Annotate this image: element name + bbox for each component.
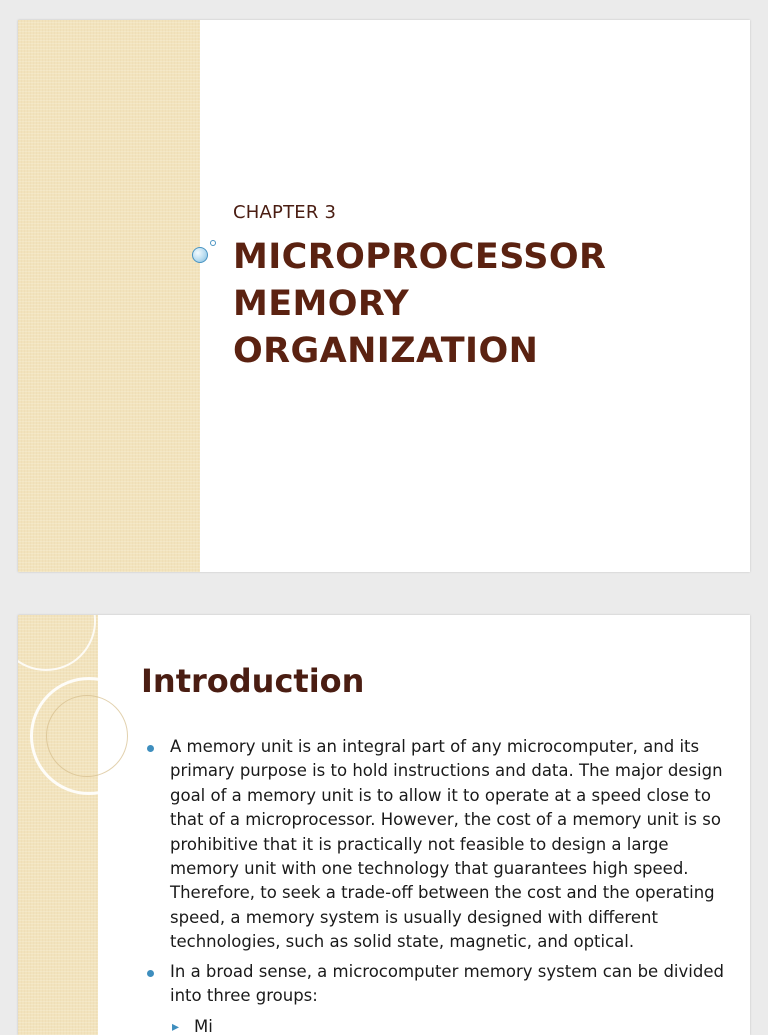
decorative-side-band [18, 615, 98, 1035]
decorative-side-band [18, 20, 200, 572]
sub-bullet-arrow-icon: ▸ [172, 1019, 180, 1035]
bullet-text: In a broad sense, a microcomputer memory system can be divided into three groups: [170, 961, 724, 1006]
bullet-list [144, 735, 734, 1035]
slide-title [233, 234, 606, 375]
decorative-arc [46, 695, 128, 777]
sub-bullet-text: Mi [194, 1017, 213, 1035]
bullet-item [144, 735, 734, 955]
sub-bullet-item [170, 1015, 734, 1035]
title-line: MEMORY [233, 284, 410, 324]
bullet-dot-icon [147, 970, 154, 977]
title-line: MICROPROCESSOR [233, 237, 607, 277]
introduction-slide [18, 615, 750, 1035]
bullet-text: A memory unit is an integral part of any microcomputer, and its primary purpose is to hold instructions and data. The major design goal of a memory unit is to allow it to operate at a speed close to that of a microprocessor. However, the cost of a memory unit is so prohibitive that it is practically not feasible to design a large memory unit with one technology that guarantees high speed. Therefore, to seek a trade-off between the cost and the operating speed, a memory system is usually designed with different technologies, such as solid state, magnetic, and optical. [170, 737, 723, 952]
decorative-arc [18, 615, 96, 671]
bullet-dot-icon [147, 745, 154, 752]
chapter-label: CHAPTER 3 [233, 202, 337, 223]
section-heading: Introduction [141, 662, 365, 700]
title-slide [18, 20, 750, 572]
bubble-small-icon [210, 240, 216, 246]
title-line: ORGANIZATION [233, 331, 539, 371]
bubble-large-icon [192, 247, 208, 263]
